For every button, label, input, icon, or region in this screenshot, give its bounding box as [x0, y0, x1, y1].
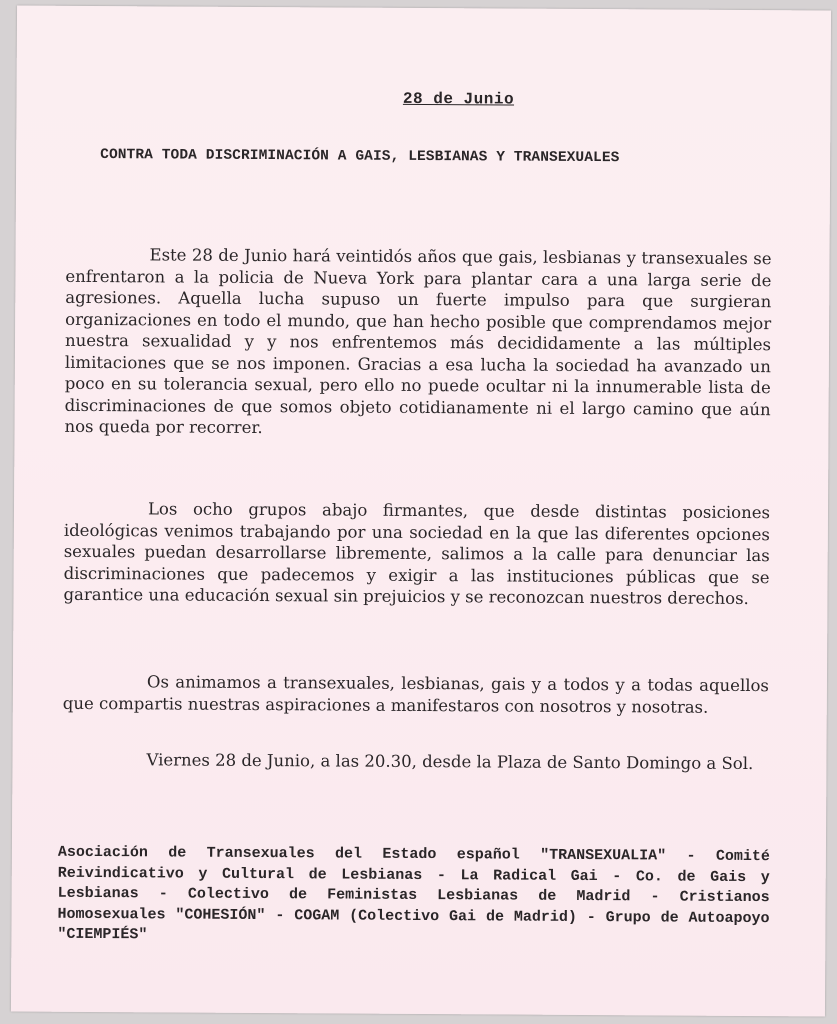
paragraph-event-details: Viernes 28 de Junio, a las 20.30, desde la Plaza de Santo Domingo a Sol.	[146, 750, 754, 774]
signatory-organizations: Asociación de Transexuales del Estado español "TRANSEXUALIA" - Comité Reivindicativo y Cultural de Lesbianas - La Radical Gai - Co. de Gais y Lesbianas - Colectivo de Feministas Lesbianas de Madrid - Cristianos Homosexuales "COHESIÓN" - COGAM (Colectivo Gai de Madrid) - Grupo de Autoapoyo "CIEMPIÉS"	[57, 843, 770, 944]
paragraph-call-to-march: Os animamos a transexuales, lesbianas, gais y a todos y a todas aquellos que compartis nuestras aspiraciones a manifestaros con nosotros y nosotras.	[62, 672, 769, 717]
date-heading: 28 de Junio	[402, 89, 515, 109]
paragraph-stonewall-history: Este 28 de Junio hará veintidós años que gais, lesbianas y transexuales se enfrentaron a la policia de Nueva York para plantar cara a una larga serie de agresiones. Aquella lucha supuso un fuerte impulso para que surgieran organizaciones en todo el mundo, que han hecho posible que comprendamos mejor nuestra sexualidad y y nos enfrentemos más decididamente a las múltiples limitaciones que se nos imponen. Gracias a esa lucha la sociedad ha avanzado un poco en su tolerancia sexual, pero ello no puede ocultar ni la innumerable lista de discriminaciones de que somos objeto cotidianamente ni el largo camino que aún nos queda por recorrer.	[64, 245, 772, 438]
paragraph-demands: Los ocho grupos abajo firmantes, que desde distintas posiciones ideológicas venimos trabajando por una sociedad en la que las diferentes opciones sexuales puedan desarrollarse libremente, salimos a la calle para denunciar las discriminaciones que padecemos y exigir a las instituciones públicas que se garantice una educación sexual sin prejuicios y se reconozcan nuestros derechos.	[63, 499, 771, 609]
document-title: CONTRA TODA DISCRIMINACIÓN A GAIS, LESBIANAS Y TRANSEXUALES	[100, 147, 620, 167]
pink-paper-sheet	[11, 6, 831, 1017]
